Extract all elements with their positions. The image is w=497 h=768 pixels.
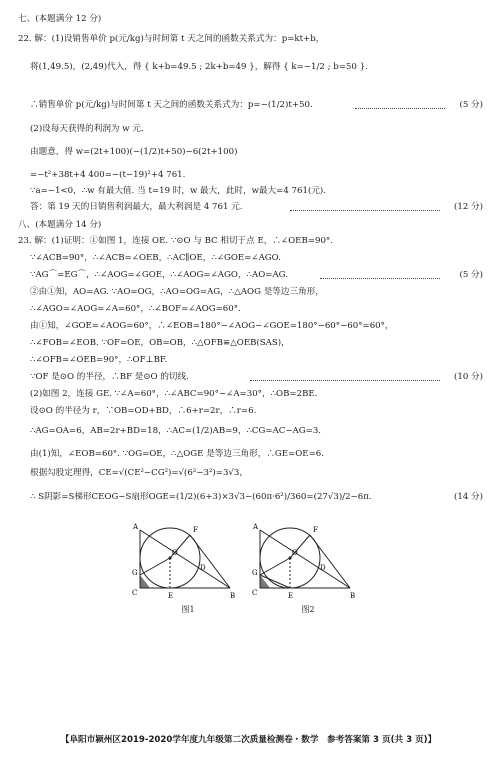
score-q23-part1b: (10 分): [454, 372, 483, 382]
svg-text:G: G: [132, 569, 138, 577]
q23-line-7: ∴∠FOB=∠EOB. ∵OF=OE，OB=OB，∴△OFB≌△OEB(SAS)，: [30, 338, 290, 348]
q23-line-4: ②由①知，AO=AG. ∵AO=OG，∴AO=OG=AG，∴△AOG 是等边三角形，: [30, 287, 324, 297]
svg-text:A: A: [253, 523, 259, 531]
score-q22-part1: (5 分): [459, 100, 483, 110]
svg-text:D: D: [200, 564, 206, 572]
figure-2: [250, 520, 360, 602]
q22-line-2: 将(1,49.5)，(2,49)代入，得 { k+b=49.5 ; 2k+b=49 }，解得 { k=−1/2 ; b=50 }.: [30, 62, 368, 72]
q22-line-5: 由题意，得 w=(2t+100)(−(1/2)t+50)−6(2t+100): [30, 147, 238, 157]
q23-line-10: (2)如图 2，连接 GE. ∵∠A=60°，∴∠ABC=90°−∠A=30°，∴OB=2BE.: [30, 389, 318, 399]
q23-line-1: 23. 解：(1)证明：①如图 1，连接 OE. ∵⊙O 与 BC 相切于点 E，∴∠OEB=90°.: [18, 236, 333, 246]
q23-line-13: 由(1)知，∠EOB=60°. ∵OG=OE，∴△OGE 是等边三角形，∴GE=OE=6.: [30, 449, 324, 459]
section-7-heading: 七、(本题满分 12 分): [18, 14, 102, 24]
q23-line-14: 根据勾股定理得，CE=√(CE²−CG²)=√(6²−3²)=3√3，: [30, 468, 248, 478]
svg-text:E: E: [288, 592, 294, 600]
dot-leader: [250, 379, 440, 381]
score-q23-part1a: (5 分): [459, 270, 483, 280]
figure-1: [130, 520, 240, 602]
svg-text:A: A: [133, 523, 139, 531]
svg-text:O: O: [292, 549, 298, 557]
q23-line-6: 由①知，∠GOE=∠AOG=60°，∴∠EOB=180°−∠AOG−∠GOE=180°−60°−60°=60°，: [30, 321, 394, 331]
q23-line-2: ∵∠ACB=90°，∴∠ACB=∠OEB，∴AC∥OE，∴∠GOE=∠AGO.: [30, 253, 281, 263]
svg-text:G: G: [252, 569, 258, 577]
dot-leader: [290, 209, 440, 211]
svg-text:E: E: [168, 592, 174, 600]
q22-line-3: ∴销售单价 p(元/kg)与时间第 t 天之间的函数关系式为：p=−(1/2)t+50.: [30, 100, 313, 110]
svg-text:B: B: [350, 592, 356, 600]
svg-text:D: D: [320, 564, 326, 572]
section-8-heading: 八、(本题满分 14 分): [18, 220, 102, 230]
figure-1-caption: 图1: [181, 605, 195, 614]
svg-text:C: C: [132, 589, 138, 597]
svg-text:C: C: [252, 589, 258, 597]
q23-line-15: ∴ S阴影=S梯形CEOG−S扇形OGE=(1/2)(6+3)×3√3−(60π·6²)/360=(27√3)/2−6π.: [30, 492, 372, 502]
q23-line-11: 设⊙O 的半径为 r，∵OB=OD+BD，∴6+r=2r，∴r=6.: [30, 406, 257, 416]
q22-line-7: ∵a=−1<0，∴w 有最大值. 当 t=19 时，w 最大，此时，w最大=4 761(元).: [30, 186, 326, 196]
q23-line-5: ∴∠AGO=∠AOG=∠A=60°，∴∠BOF=∠AOG=60°.: [30, 304, 241, 314]
q22-line-4: (2)设每天获得的利润为 w 元.: [30, 124, 144, 134]
score-q22-part2: (12 分): [454, 202, 483, 212]
q22-line-8: 答：第 19 天的日销售利润最大，最大利润是 4 761 元.: [30, 202, 243, 212]
q22-line-6: =−t²+38t+4 400=−(t−19)²+4 761.: [30, 170, 186, 180]
dot-leader: [355, 107, 445, 109]
q22-line-1: 22. 解：(1)设销售单价 p(元/kg)与时间第 t 天之间的函数关系式为：p=kt+b，: [18, 34, 325, 44]
q23-line-12: ∴AG=OA=6，AB=2r+BD=18，∴AC=(1/2)AB=9，∴CG=AC−AG=3.: [30, 426, 322, 436]
svg-text:F: F: [193, 526, 198, 534]
q23-line-3: ∵AG⌒=EG⌒，∴∠AOG=∠GOE，∴∠AOG=∠AGO，∴AO=AG.: [30, 270, 288, 280]
figure-2-caption: 图2: [301, 605, 315, 614]
svg-text:F: F: [313, 526, 318, 534]
page-footer: 【阜阳市颍州区2019-2020学年度九年级第二次质量检测卷・数学 参考答案第 3 页(共 3 页)】: [60, 735, 437, 745]
svg-text:B: B: [230, 592, 236, 600]
svg-text:O: O: [172, 549, 178, 557]
score-q23-part2: (14 分): [454, 492, 483, 502]
q23-line-8: ∴∠OFB=∠OEB=90°，∴OF⊥BF.: [30, 355, 168, 365]
q23-line-9: ∵OF 是⊙O 的半径，∴BF 是⊙O 的切线.: [30, 372, 189, 382]
dot-leader: [320, 277, 440, 279]
